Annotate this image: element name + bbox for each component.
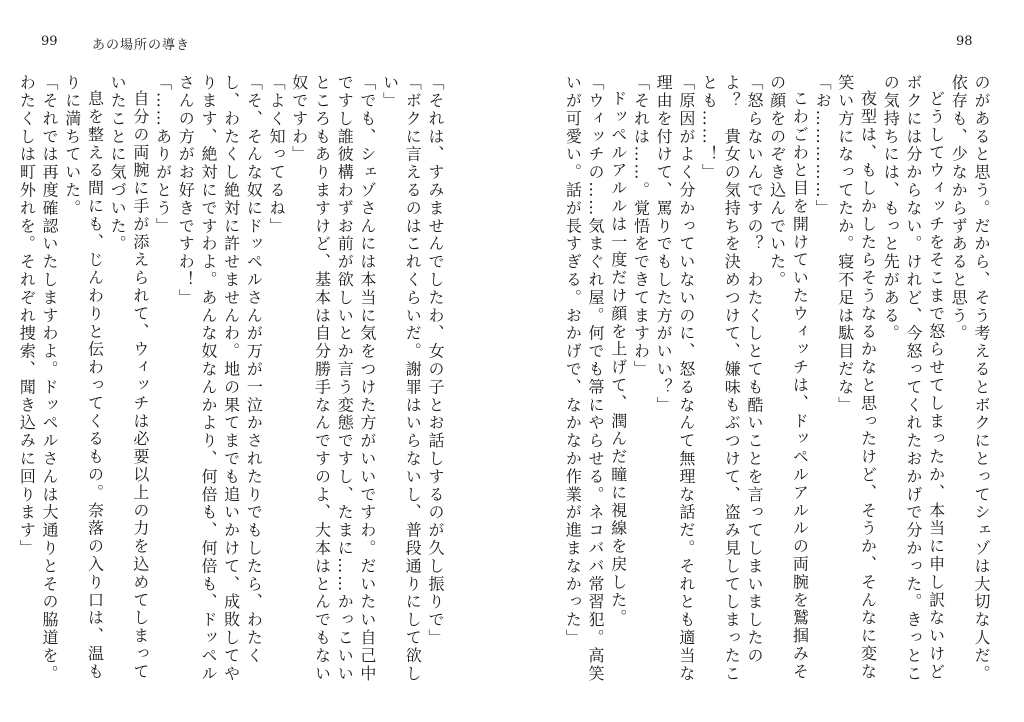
running-title: あの場所の導き: [92, 38, 191, 53]
left-page-number: 99: [41, 34, 58, 49]
paragraph: 「それは、すみませんでしたわ、女の子とお話しするのが久し振りで」: [426, 74, 445, 647]
paragraph: 「ウィッチの……気まぐれ屋。何でも箒にやらせる。ネコババ常習犯。高笑いが可愛い。話が長すぎる。おかげで、なかなか作業が進まなかった」: [563, 74, 606, 683]
paragraph: 「……ありがとう」: [153, 74, 173, 236]
paragraph: 「それでは再度確認いたしますわよ。ドッペルさんは大通りとその脇道を。わたくしは町外れを。それぞれ捜索、聞き込みに回ります」: [17, 74, 60, 683]
paragraph: 息を整える間にも、じんわりと伝わってくるもの。奈落の入り口は、温もりに満ちていた。: [62, 74, 105, 681]
left-page-text: [17, 74, 446, 684]
paragraph: ドッペルアルルは一度だけ顔を上げて、潤んだ瞳に視線を戻した。: [608, 90, 628, 627]
paragraph: 「ボクに言えるのはこれくらいだ。謝罪はいらないし、普段通りにして欲しい」: [380, 74, 423, 683]
paragraph: 夜型は、もしかしたらそうなるかなと思ったけど、そうか、そんなに変な笑い方になってたか。寝不足は駄目だな」: [835, 74, 878, 681]
paragraph: 「よく知ってるね」: [267, 74, 287, 236]
paragraph: 自分の両腕に手が添えられて、ウィッチは必要以上の力を込めてしまっていたことに気づいた。: [108, 74, 150, 681]
paragraph: 「怒らないんですの？ わたくしとても酷いことを言ってしまいましたのよ？ 貴女の気持ちを決めつけて、嫌味もぶつけて、盗み見してしまったことも……！」: [699, 74, 764, 683]
paragraph: 「そ、そんな奴にドッペルさんが万が一泣かされたりでもしたら、わたくし、わたくし絶対に許せませんわ。地の果てまでも追いかけて、成敗してやります、絶対にですわよ。あんな奴なんかより、何倍も、何倍も、ドッペルさんの方がお好きですわ！」: [176, 74, 264, 683]
paragraph: 「それは……。覚悟をできてますわ」: [631, 74, 651, 379]
right-page-number: 98: [956, 34, 973, 49]
paragraph: 「お……………」: [813, 74, 833, 218]
right-page-text: [556, 74, 992, 684]
paragraph: 「原因がよく分かっていないのに、怒るなんて無理な話だ。それとも適当な理由を付けて、罵りでもした方がいい？」: [654, 74, 696, 683]
paragraph: のがあると思う。だから、そう考えるとボクにとってシェゾは大切な人だ。依存も、少なからずあると思う。: [949, 74, 991, 683]
paragraph: どうしてウィッチをそこまで怒らせてしまったか、本当に申し訳ないけどボクには分からない。けれど、今怒ってくれたおかげで分かった。きっとこの気持ちには、もっと先がある。: [881, 74, 946, 683]
paragraph: 「でも、シェゾさんには本当に気をつけた方がいいですわ。だいたい自己中ですし誰彼構わずお前が欲しいとか言う変態ですし、たまに……かっこいいところもありますけど、基本は自分勝手なんですのよ、大本はとんでもない奴ですわ」: [289, 74, 377, 683]
paragraph: こわごわと目を開けていたウィッチは、ドッペルアルルの両腕を鷲掴みその顔をのぞき込んでいた。: [767, 74, 810, 681]
